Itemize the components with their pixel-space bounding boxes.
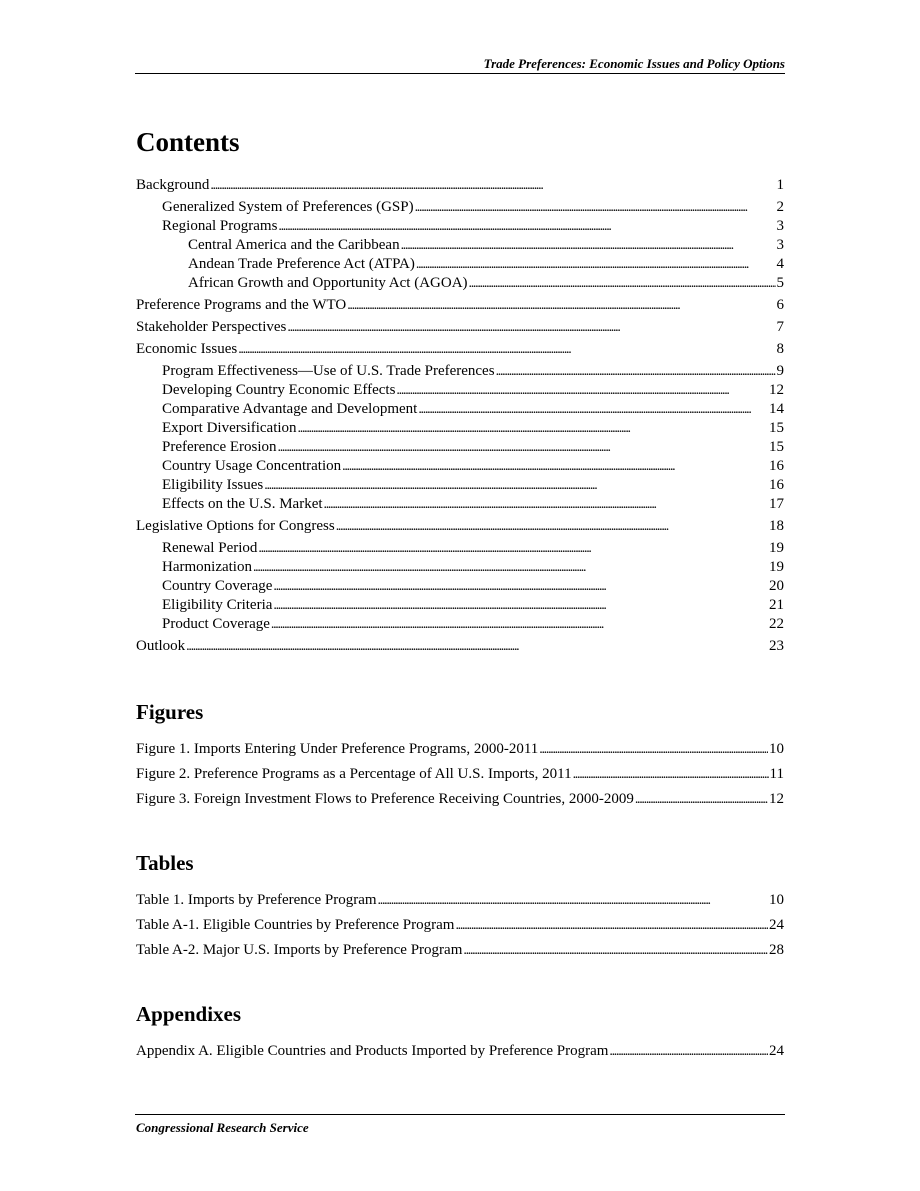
toc-entry-title: Stakeholder Perspectives — [136, 319, 287, 335]
table-entry-title: Table 1. Imports by Preference Program — [136, 892, 377, 908]
dot-leader — [253, 558, 768, 577]
table-entry-title: Table A-1. Eligible Countries by Preference Program — [136, 917, 455, 933]
toc-entry[interactable] — [136, 176, 784, 195]
toc-entry-title: Product Coverage — [162, 616, 270, 632]
toc-entry[interactable] — [136, 637, 784, 656]
dot-leader — [396, 381, 768, 400]
dot-leader — [415, 198, 776, 217]
dot-leader — [455, 916, 768, 935]
table-entry-page: 10 — [769, 892, 784, 908]
dot-leader — [418, 400, 768, 419]
toc-entry-title: Generalized System of Preferences (GSP) — [162, 199, 414, 215]
toc-entry-page: 9 — [776, 363, 784, 379]
toc-entry-page: 3 — [776, 218, 784, 234]
toc-entry[interactable] — [136, 596, 784, 615]
table-entry-title: Table A-2. Major U.S. Imports by Preference Program — [136, 942, 463, 958]
dot-leader — [347, 296, 775, 315]
toc-entry-title: Eligibility Issues — [162, 477, 264, 493]
dot-leader — [298, 419, 768, 438]
dot-leader — [416, 255, 776, 274]
toc-entry[interactable] — [136, 457, 784, 476]
toc-entry-title: African Growth and Opportunity Act (AGOA) — [188, 275, 468, 291]
dot-leader — [278, 438, 768, 457]
dot-leader — [401, 236, 776, 255]
toc-entry[interactable] — [136, 419, 784, 438]
toc-entry-page: 15 — [769, 420, 784, 436]
dot-leader — [573, 765, 769, 784]
tables-heading: Tables — [136, 851, 194, 875]
dot-leader — [273, 577, 768, 596]
table-entry-page: 28 — [769, 942, 784, 958]
toc-entry-page: 12 — [769, 382, 784, 398]
toc-entry-page: 19 — [769, 540, 784, 556]
figure-entry[interactable] — [136, 765, 784, 784]
toc-entry-title: Outlook — [136, 638, 186, 654]
toc-entry[interactable] — [136, 517, 784, 536]
toc-entry[interactable] — [136, 495, 784, 514]
table-entry[interactable] — [136, 891, 784, 910]
dot-leader — [273, 596, 768, 615]
dot-leader — [539, 740, 768, 759]
dot-leader — [635, 790, 768, 809]
toc-entry-title: Preference Erosion — [162, 439, 277, 455]
toc-entry-title: Harmonization — [162, 559, 252, 575]
toc-entry-page: 21 — [769, 597, 784, 613]
toc-entry[interactable] — [136, 438, 784, 457]
dot-leader — [278, 217, 775, 236]
toc-entry[interactable] — [136, 198, 784, 217]
toc-entry-title: Legislative Options for Congress — [136, 518, 335, 534]
toc-entry-title: Export Diversification — [162, 420, 297, 436]
toc-entry[interactable] — [136, 362, 784, 381]
toc-entry-page: 7 — [776, 319, 784, 335]
footer-publisher: Congressional Research Service — [136, 1120, 309, 1135]
toc-entry-page: 17 — [769, 496, 784, 512]
appendix-entry-title: Appendix A. Eligible Countries and Products Imported by Preference Program — [136, 1043, 609, 1059]
toc-entry-title: Developing Country Economic Effects — [162, 382, 396, 398]
figure-entry-page: 10 — [769, 741, 784, 757]
toc-entry-title: Preference Programs and the WTO — [136, 297, 347, 313]
toc-entry-title: Country Usage Concentration — [162, 458, 342, 474]
dot-leader — [210, 176, 775, 195]
toc-entry-page: 2 — [776, 199, 784, 215]
dot-leader — [336, 517, 768, 536]
table-of-contents — [136, 124, 784, 1061]
appendixes-heading: Appendixes — [136, 1002, 242, 1026]
toc-entry[interactable] — [136, 615, 784, 634]
toc-entry-page: 16 — [769, 458, 784, 474]
header-rule — [135, 73, 785, 74]
toc-entry-page: 19 — [769, 559, 784, 575]
dot-leader — [469, 274, 776, 293]
toc-entry-title: Country Coverage — [162, 578, 273, 594]
contents-heading: Contents — [136, 127, 240, 157]
toc-entry-page: 15 — [769, 439, 784, 455]
toc-entry-title: Regional Programs — [162, 218, 278, 234]
dot-leader — [186, 637, 768, 656]
toc-entry[interactable] — [136, 381, 784, 400]
figure-entry-title: Figure 2. Preference Programs as a Percentage of All U.S. Imports, 2011 — [136, 766, 572, 782]
toc-entry[interactable] — [136, 274, 784, 293]
dot-leader — [271, 615, 768, 634]
toc-entry[interactable] — [136, 318, 784, 337]
toc-entry[interactable] — [136, 236, 784, 255]
appendix-entry[interactable] — [136, 1042, 784, 1061]
toc-entry[interactable] — [136, 296, 784, 315]
toc-entry[interactable] — [136, 539, 784, 558]
dot-leader — [342, 457, 768, 476]
toc-entry-page: 20 — [769, 578, 784, 594]
toc-entry-page: 18 — [769, 518, 784, 534]
toc-entry-page: 4 — [776, 256, 784, 272]
figure-entry-page: 12 — [769, 791, 784, 807]
figure-entry-page: 11 — [769, 766, 784, 782]
dot-leader — [496, 362, 776, 381]
toc-entry-page: 6 — [776, 297, 784, 313]
toc-entry[interactable] — [136, 217, 784, 236]
figure-entry-title: Figure 1. Imports Entering Under Preference Programs, 2000-2011 — [136, 741, 539, 757]
table-entry[interactable] — [136, 916, 784, 935]
dot-leader — [463, 941, 768, 960]
figure-entry[interactable] — [136, 790, 784, 809]
toc-entry[interactable] — [136, 577, 784, 596]
dot-leader — [324, 495, 768, 514]
toc-entry-title: Effects on the U.S. Market — [162, 496, 323, 512]
toc-entry-title: Eligibility Criteria — [162, 597, 273, 613]
toc-entry-page: 3 — [776, 237, 784, 253]
dot-leader — [264, 476, 768, 495]
toc-entry-title: Program Effectiveness—Use of U.S. Trade Preferences — [162, 363, 495, 379]
figure-entry[interactable] — [136, 740, 784, 759]
table-entry[interactable] — [136, 941, 784, 960]
toc-entry-page: 23 — [769, 638, 784, 654]
toc-entry-title: Renewal Period — [162, 540, 258, 556]
toc-entry[interactable] — [136, 558, 784, 577]
toc-entry-page: 16 — [769, 477, 784, 493]
toc-entry-page: 22 — [769, 616, 784, 632]
toc-entry-page: 5 — [776, 275, 784, 291]
running-header: Trade Preferences: Economic Issues and Policy Options — [483, 56, 785, 71]
appendix-entry-page: 24 — [769, 1043, 784, 1059]
toc-entry-title: Background — [136, 177, 210, 193]
toc-entry[interactable] — [136, 255, 784, 274]
figure-entry-title: Figure 3. Foreign Investment Flows to Preference Receiving Countries, 2000-2009 — [136, 791, 634, 807]
toc-entry-title: Andean Trade Preference Act (ATPA) — [188, 256, 415, 272]
dot-leader — [287, 318, 775, 337]
toc-entry-page: 1 — [776, 177, 784, 193]
footer-rule — [135, 1114, 785, 1115]
toc-entry[interactable] — [136, 400, 784, 419]
dot-leader — [378, 891, 768, 910]
toc-entry-title: Central America and the Caribbean — [188, 237, 400, 253]
toc-entry-title: Economic Issues — [136, 341, 238, 357]
toc-entry-title: Comparative Advantage and Development — [162, 401, 418, 417]
toc-entry[interactable] — [136, 340, 784, 359]
toc-entry-page: 8 — [776, 341, 784, 357]
table-entry-page: 24 — [769, 917, 784, 933]
toc-entry[interactable] — [136, 476, 784, 495]
dot-leader — [258, 539, 768, 558]
toc-entry-page: 14 — [769, 401, 784, 417]
dot-leader — [609, 1042, 768, 1061]
figures-heading: Figures — [136, 700, 204, 724]
dot-leader — [238, 340, 775, 359]
